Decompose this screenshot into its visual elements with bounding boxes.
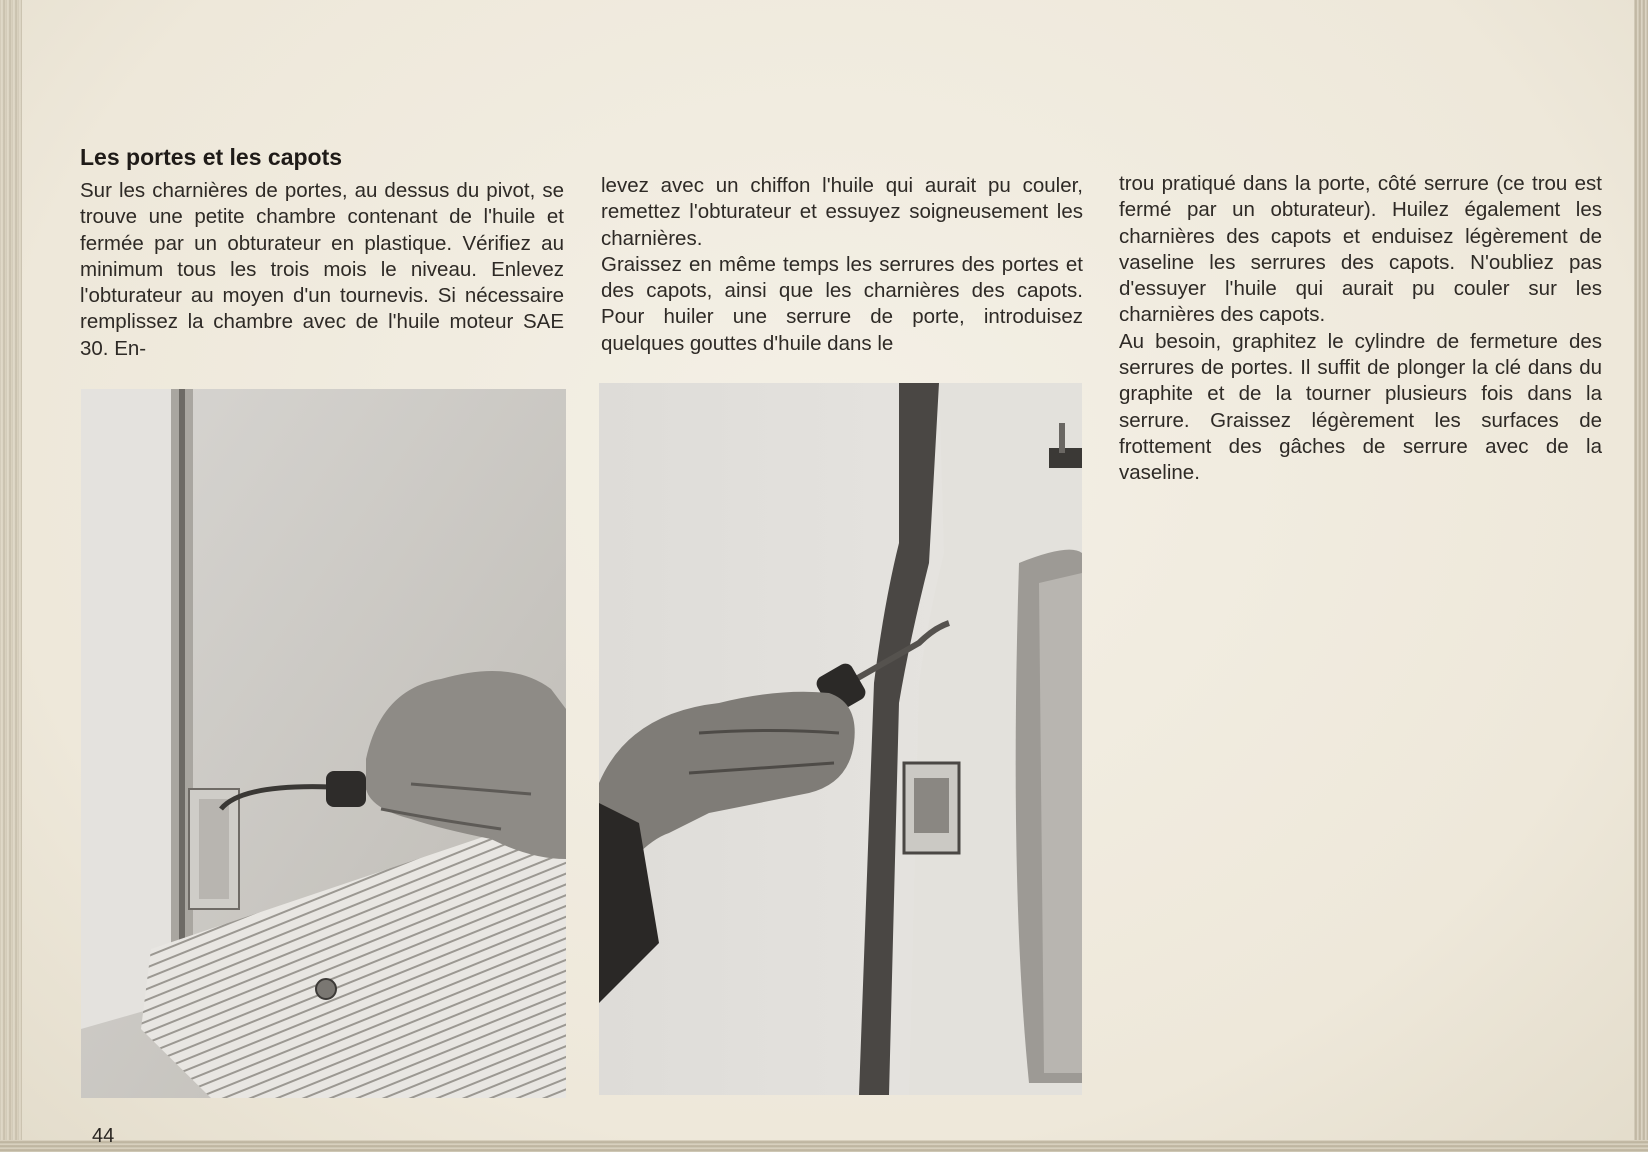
photo-door-lock-oiling bbox=[599, 383, 1082, 1095]
page-edge-right bbox=[1634, 0, 1648, 1152]
column-2-paragraph-2: Graissez en même temps les serrures des portes et des capots, ainsi que les charnières des capots. Pour huiler une serrure de porte, introduisez quelques gouttes d'huile dans le bbox=[601, 252, 1083, 355]
column-3-paragraph-1: trou pratiqué dans la porte, côté serrure (ce trou est fermé par un obturateur). Huilez également les charnières des capots et enduisez légèrement de vaseline les serrures des capots. N'oubliez pas d'essuyer l'huile qui aurait pu couler sur les charnières des capots. bbox=[1119, 172, 1602, 327]
text-column-3 bbox=[1119, 171, 1602, 487]
page-binding bbox=[0, 0, 22, 1152]
column-2-paragraph-1: levez avec un chiffon l'huile qui aurait pu couler, remettez l'obturateur et essuyez soigneusement les charnières. bbox=[601, 174, 1083, 250]
text-column-2 bbox=[601, 173, 1083, 357]
text-column-1 bbox=[80, 178, 564, 362]
column-3-paragraph-2: Au besoin, graphitez le cylindre de fermeture des serrures de portes. Il suffit de plonger la clé dans du graphite et de la tourner plusieurs fois dans la serrure. Graissez légèrement les surfaces de frottement des gâches de serrure avec de la vaseline. bbox=[1119, 329, 1602, 485]
column-1-paragraph: Sur les charnières de portes, au dessus du pivot, se trouve une petite chambre contenant de l'huile et fermée par un obturateur en plastique. Vérifiez au minimum tous les trois mois le niveau. Enlevez l'obturateur au moyen d'un tournevis. Si nécessaire remplissez la chambre avec de l'huile moteur SAE 30. En- bbox=[80, 179, 564, 360]
section-title: Les portes et les capots bbox=[80, 144, 343, 170]
photo-door-hinge-oiling bbox=[81, 389, 566, 1098]
page-number: 44 bbox=[92, 1125, 115, 1147]
page-edge-bottom bbox=[0, 1140, 1648, 1152]
